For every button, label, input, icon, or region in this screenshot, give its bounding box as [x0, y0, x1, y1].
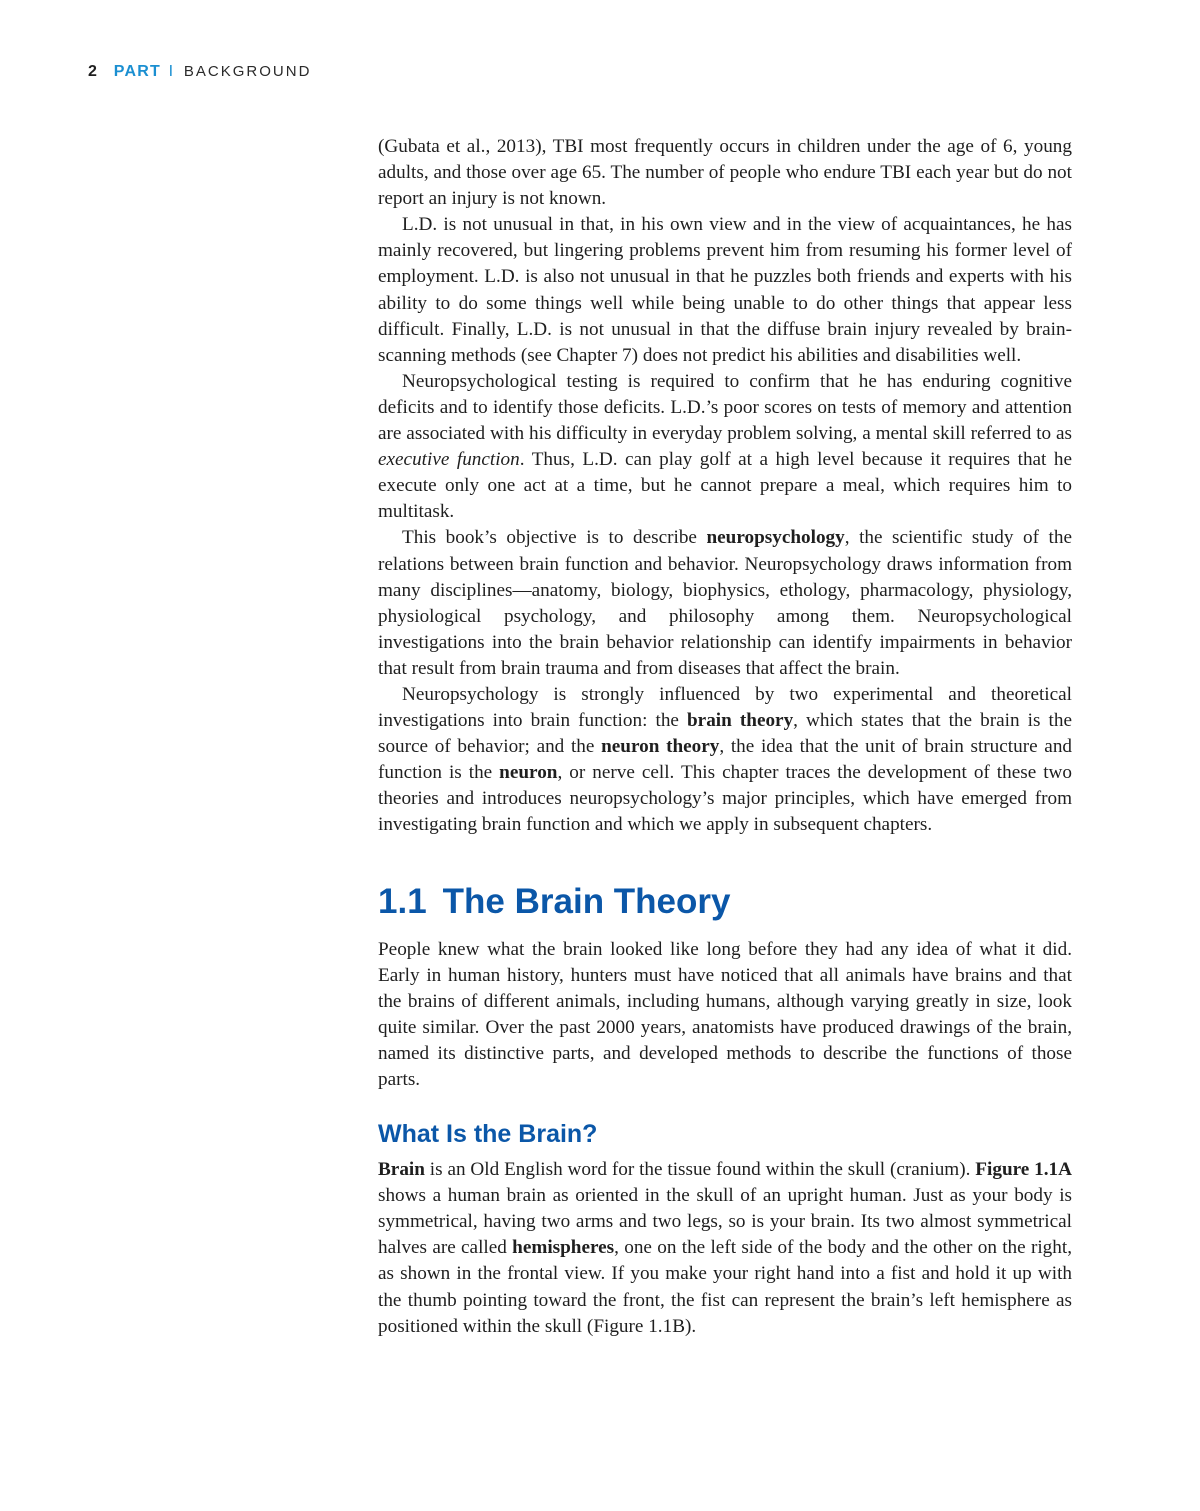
- paragraph-what-is-brain: [378, 1157, 1072, 1340]
- text-run: , one on the left side of the body and the other on the right, as shown in the frontal view. If you make your right hand into a fist and hold it up with the thumb pointing toward the front, the fist can represent the brain’s left hemisphere as positioned within the skull (Figure 1.1B).: [378, 1237, 1072, 1337]
- paragraph-section-intro: People knew what the brain looked like long before they had any idea of what it did. Early in human history, hunters must have noticed that all animals have brains and that the brains of different animals, including humans, although varying greatly in size, look quite similar. Over the past 2000 years, anatomists have produced drawings of the brain, named its distinctive parts, and developed methods to describe the functions of those parts.: [378, 938, 1072, 1090]
- paragraph-two-theories: [378, 682, 1072, 839]
- text-run: , which states that the brain is the source of behavior; and the: [378, 710, 1072, 758]
- text-run: , the scientific study of the relations between brain function and behavior. Neuropsychology draws information from many disciplines—anatomy, biology, biophysics, ethology, pharmacology, physiology, physiological psychology, and philosophy among them. Neuropsychological investigations into the brain behavior relationship can identify impairments in behavior that result from brain trauma and from diseases that affect the brain.: [378, 527, 1072, 679]
- part-separator: I: [168, 63, 175, 80]
- text-run: , or nerve cell. This chapter traces the development of these two theories and introduces neuropsychology’s major principles, which have emerged from investigating brain function and which we apply in subsequent chapters.: [378, 762, 1072, 836]
- paragraph-ld-recovery: L.D. is not unusual in that, in his own view and in the view of acquaintances, he has mainly recovered, but lingering problems prevent him from resuming his former level of employment. L.D. is also not unusual in that he puzzles both friends and experts with his ability to do some things well while being unable to do other things that appear less difficult. Finally, L.D. is not unusual in that the diffuse brain injury revealed by brain-scanning methods (see Chapter 7) does not predict his abilities and disabilities well.: [378, 214, 1072, 366]
- text-run: This book’s objective is to describe: [402, 527, 707, 549]
- paragraph-neuropsych-testing: [378, 369, 1072, 526]
- paragraph-book-objective: [378, 525, 1072, 682]
- paragraph-continuation: (Gubata et al., 2013), TBI most frequently occurs in children under the age of 6, young adults, and those over age 65. The number of people who endure TBI each year but do not report an injury is not known.: [378, 136, 1072, 210]
- term-hemispheres: hemispheres: [512, 1237, 615, 1259]
- section-heading: [378, 881, 1072, 923]
- term-brain-theory: brain theory: [687, 710, 794, 732]
- text-run: , the idea that the unit of brain structure and function is the: [378, 736, 1073, 784]
- main-text-column: [378, 134, 1072, 1340]
- text-run: . Thus, L.D. can play golf at a high level because it requires that he execute only one act at a time, but he cannot prepare a meal, which requires him to multitask.: [378, 449, 1072, 523]
- part-label: PART: [113, 63, 161, 80]
- text-run: shows a human brain as oriented in the skull of an upright human. Just as your body is symmetrical, having two arms and two legs, so is your brain. Its two almost symmetrical halves are called: [378, 1185, 1072, 1259]
- term-executive-function: executive function: [378, 449, 520, 471]
- term-brain: Brain: [378, 1159, 425, 1181]
- running-header: [88, 61, 311, 83]
- section-number: 1.1: [378, 881, 427, 921]
- figure-reference: Figure 1.1A: [975, 1159, 1073, 1181]
- term-neuropsychology: neuropsychology: [706, 527, 845, 549]
- section-title: The Brain Theory: [442, 881, 731, 921]
- text-run: Neuropsychological testing is required to confirm that he has enduring cognitive deficits and to identify those deficits. L.D.’s poor scores on tests of memory and attention are associated with his difficulty in everyday problem solving, a mental skill referred to as: [378, 370, 1072, 445]
- text-run: is an Old English word for the tissue found within the skull (cranium).: [424, 1159, 976, 1181]
- subsection-heading: What Is the Brain?: [378, 1120, 598, 1149]
- page-number: 2: [88, 63, 99, 80]
- term-neuron: neuron: [499, 762, 558, 784]
- part-title: BACKGROUND: [183, 63, 312, 80]
- text-run: Neuropsychology is strongly influenced by two experimental and theoretical investigations into brain function: the: [378, 683, 1072, 732]
- term-neuron-theory: neuron theory: [601, 736, 720, 758]
